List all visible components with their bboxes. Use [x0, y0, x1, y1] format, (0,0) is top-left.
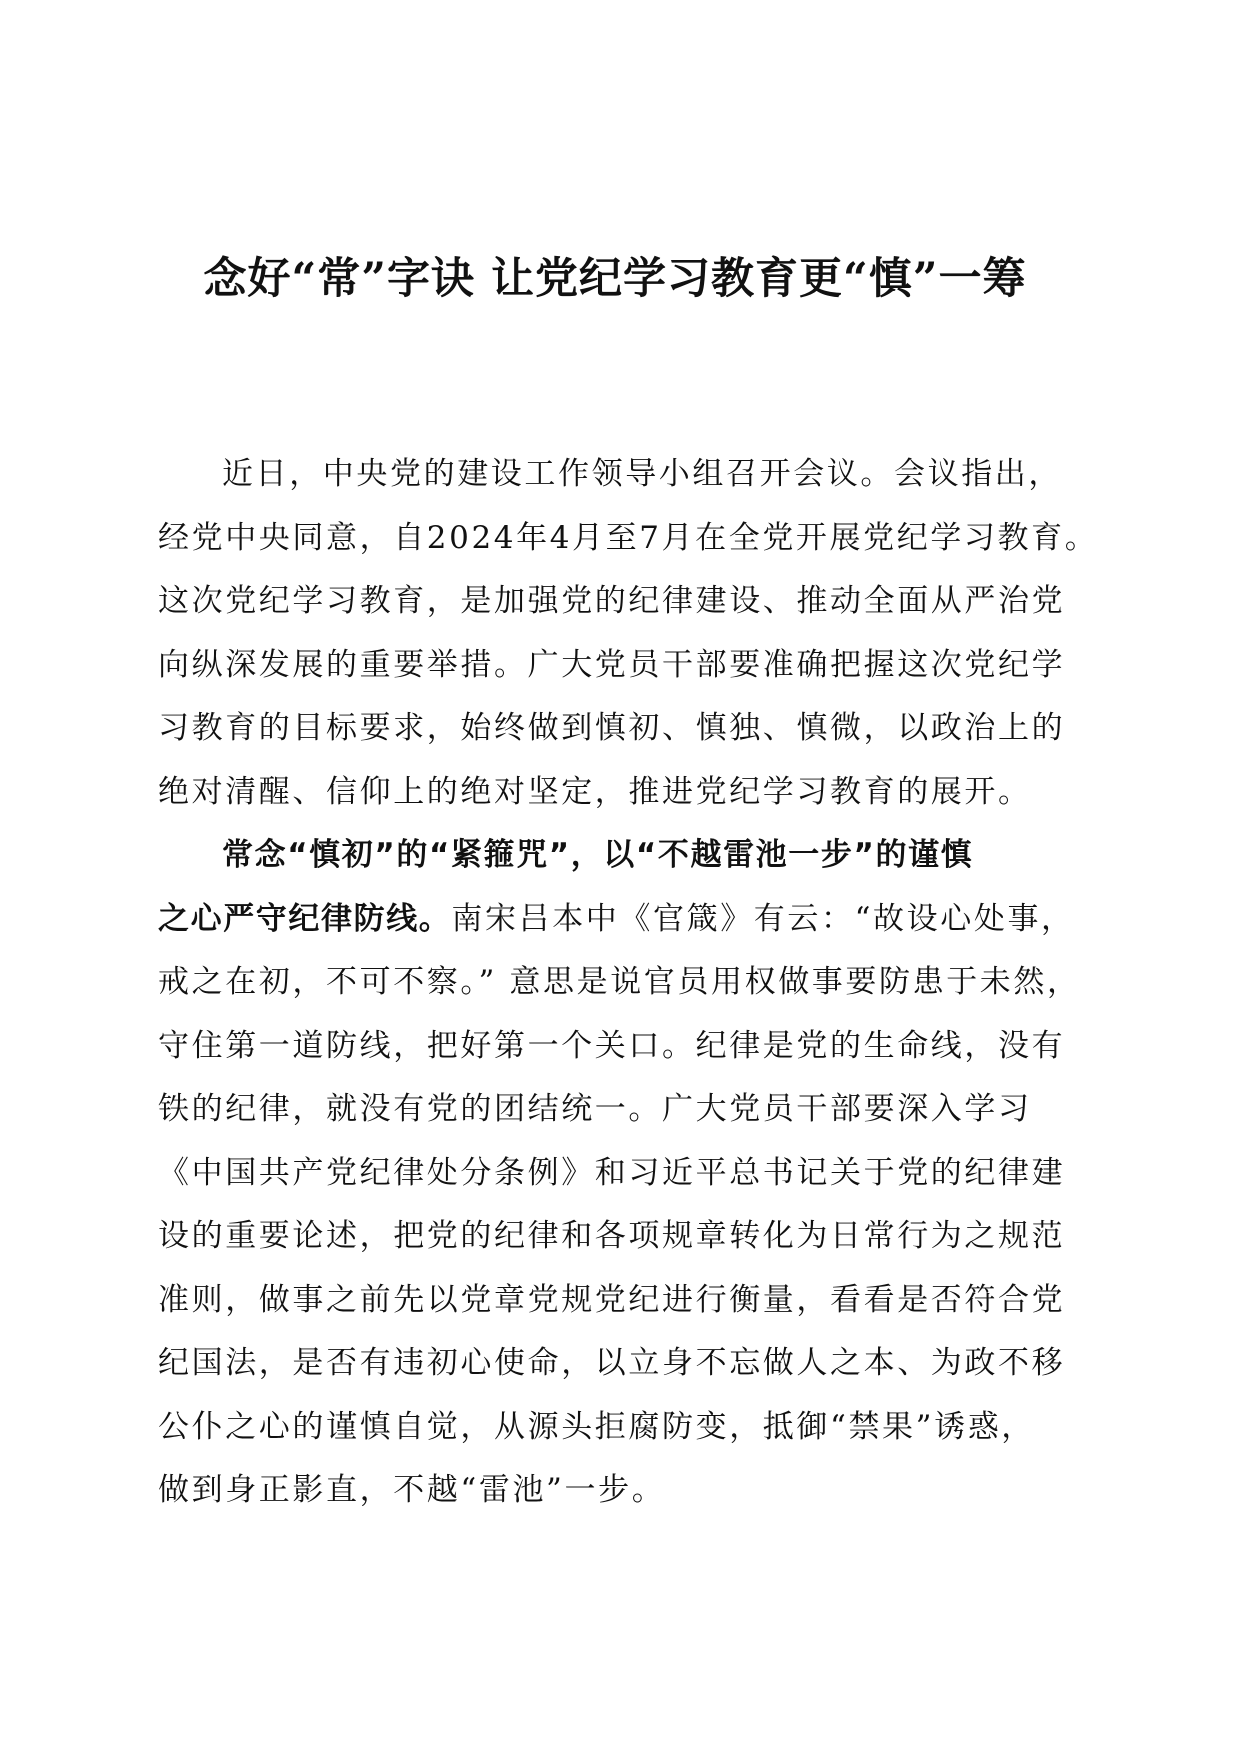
paragraph-line: 守住第一道防线，把好第一个关口。纪律是党的生命线，没有: [158, 1027, 1066, 1064]
paragraph-line: 向纵深发展的重要举措。广大党员干部要准确把握这次党纪学: [158, 646, 1066, 683]
paragraph-line: 习教育的目标要求，始终做到慎初、慎独、慎微，以政治上的: [158, 710, 1066, 746]
paragraph-line: 做到身正影直，不越“雷池”一步。: [158, 1472, 666, 1508]
section-heading-line: 之心严守纪律防线。: [158, 900, 452, 937]
paragraph-line: 绝对清醒、信仰上的绝对坚定，推进党纪学习教育的展开。: [158, 773, 1032, 810]
document-title: 念好“常”字诀 让党纪学习教育更“慎”一筹: [203, 254, 1027, 304]
paragraph-shenchu: [158, 824, 1098, 1523]
paragraph-line: 设的重要论述，把党的纪律和各项规章转化为日常行为之规范: [158, 1218, 1066, 1254]
paragraph-line: 公仆之心的谨慎自觉，从源头拒腐防变，抵御“禁果”诱惑，: [158, 1408, 1035, 1445]
paragraph-line: 纪国法，是否有违初心使命，以立身不忘做人之本、为政不移: [158, 1345, 1066, 1381]
paragraph-intro: [158, 443, 1098, 824]
paragraph-line: 《中国共产党纪律处分条例》和习近平总书记关于党的纪律建: [158, 1154, 1066, 1191]
paragraph-line: 经党中央同意，自2024年4月至7月在全党开展党纪学习教育。: [158, 519, 1099, 556]
section-heading-line: 常念“慎初”的“紧箍咒”，以“不越雷池一步”的谨慎: [222, 837, 974, 873]
paragraph-line: 准则，做事之前先以党章党规党纪进行衡量，看看是否符合党: [158, 1281, 1066, 1318]
paragraph-line: 这次党纪学习教育，是加强党的纪律建设、推动全面从严治党: [158, 583, 1066, 619]
paragraph-line: [158, 888, 1098, 952]
paragraph-line: 铁的纪律，就没有党的团结统一。广大党员干部要深入学习: [158, 1091, 1032, 1127]
document-body: [158, 443, 1098, 1523]
paragraph-line: 近日，中央党的建设工作领导小组召开会议。会议指出，: [222, 456, 1062, 492]
paragraph-line: 戒之在初，不可不察。” 意思是说官员用权做事要防患于未然，: [158, 964, 1081, 1000]
paragraph-line-text: 南宋吕本中《官箴》有云：“故设心处事，: [451, 900, 1075, 937]
